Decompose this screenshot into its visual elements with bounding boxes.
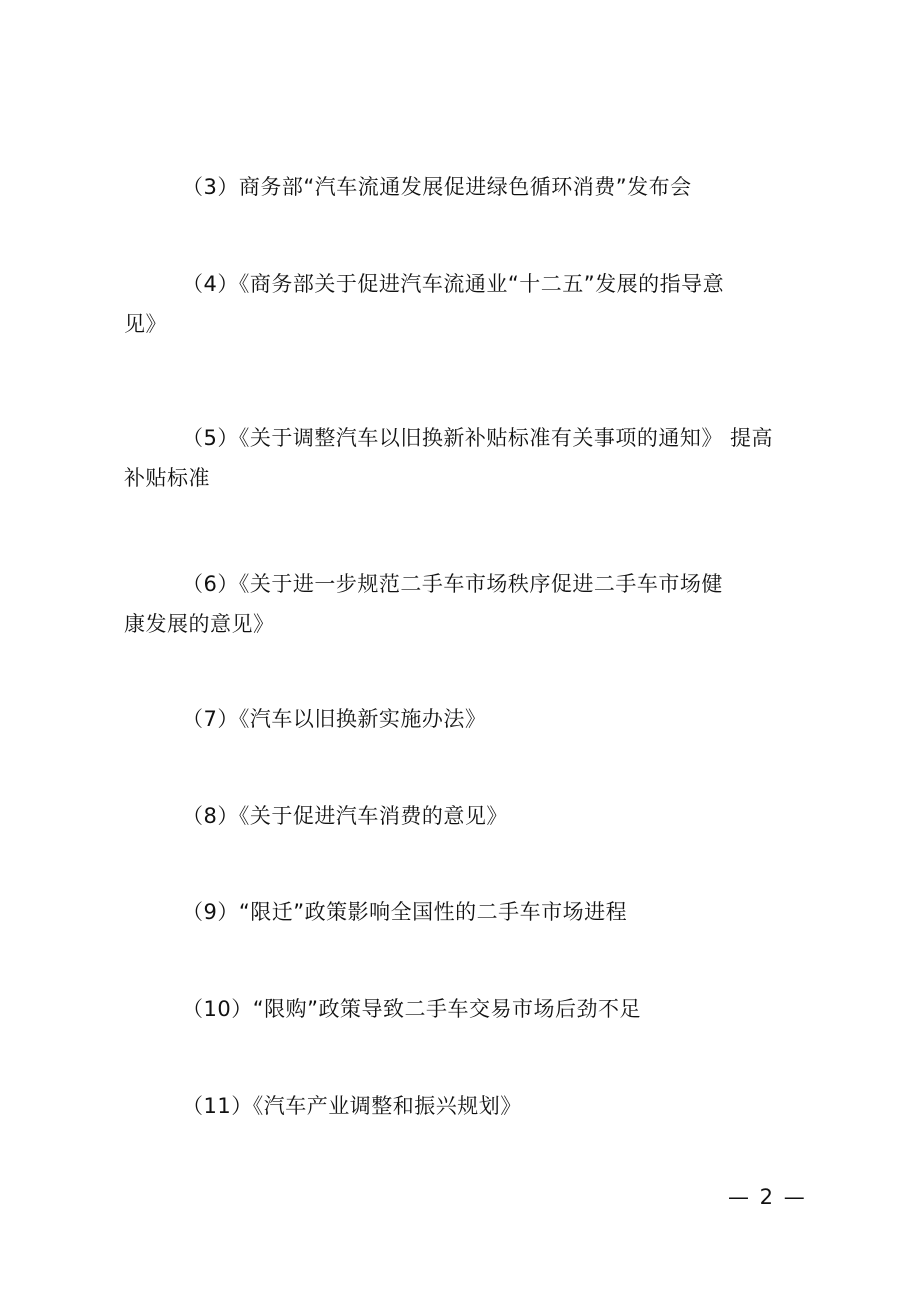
list-item-line: （11）《汽车产业调整和振兴规划》	[182, 1094, 522, 1118]
list-item-line: （5）《关于调整汽车以旧换新补贴标准有关事项的通知》 提高	[182, 426, 774, 450]
page-number: — 2 —	[728, 1185, 807, 1209]
list-item-line: 康发展的意见》	[124, 612, 275, 636]
list-item-8	[124, 796, 814, 836]
list-item-line: （6）《关于进一步规范二手车市场秩序促进二手车市场健	[182, 572, 723, 596]
list-item-line: （10）“限购”政策导致二手车交易市场后劲不足	[182, 997, 641, 1021]
list-item-line: （8）《关于促进汽车消费的意见》	[182, 804, 508, 828]
list-item-6	[124, 564, 814, 644]
list-item-11	[124, 1086, 814, 1126]
list-item-line: 补贴标准	[124, 466, 210, 490]
list-item-7	[124, 699, 814, 739]
list-item-5	[124, 418, 814, 498]
list-item-line: 见》	[124, 312, 167, 336]
list-item-10	[124, 989, 814, 1029]
list-item-9	[124, 892, 814, 932]
list-item-line: （3）商务部“汽车流通发展促进绿色循环消费”发布会	[182, 175, 692, 199]
list-item-line: （4）《商务部关于促进汽车流通业“十二五”发展的指导意	[182, 272, 725, 296]
list-item-line: （9）“限迁”政策影响全国性的二手车市场进程	[182, 900, 628, 924]
list-item-3	[124, 167, 814, 207]
list-item-line: （7）《汽车以旧换新实施办法》	[182, 707, 487, 731]
list-item-4	[124, 264, 814, 344]
